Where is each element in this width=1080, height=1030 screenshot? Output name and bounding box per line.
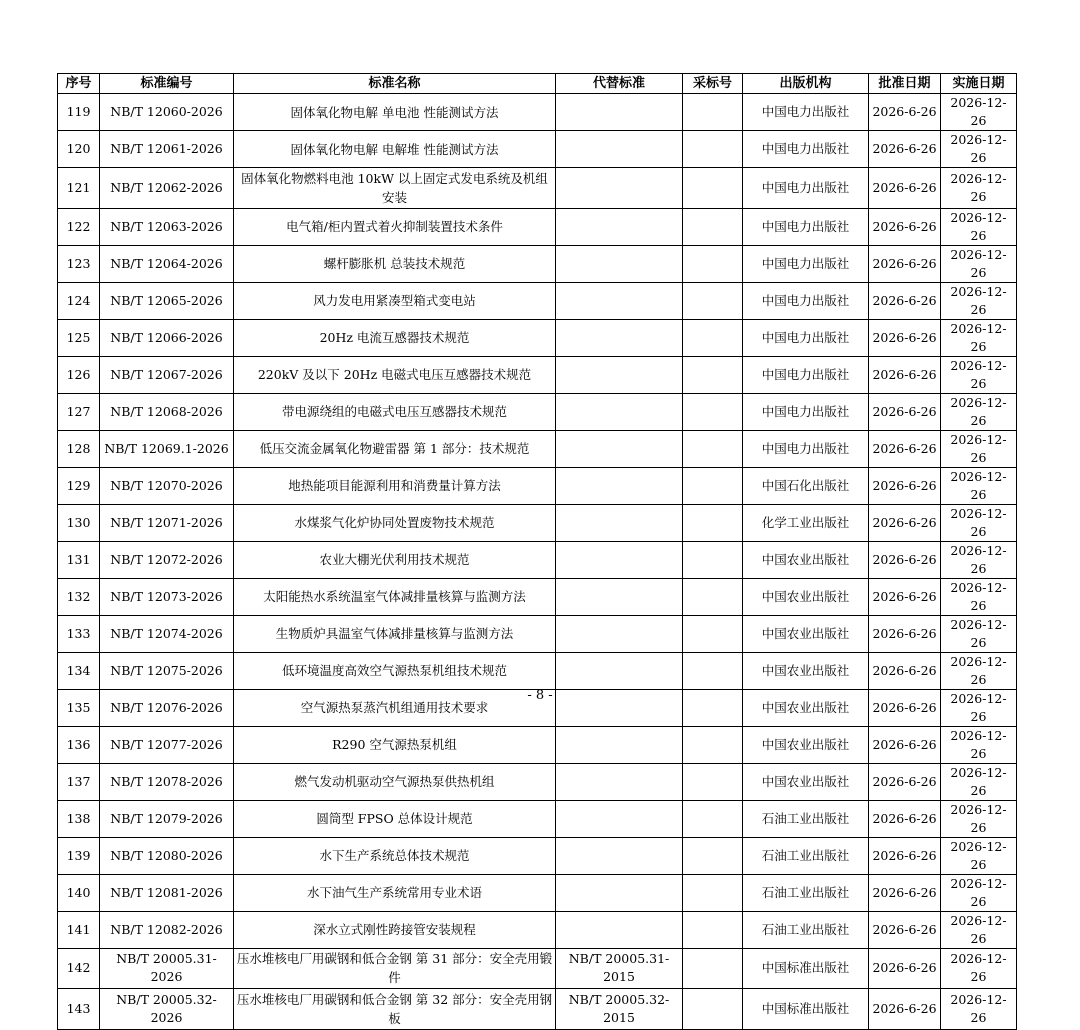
cell-name: 燃气发动机驱动空气源热泵供热机组 (234, 763, 556, 800)
cell-no: 119 (58, 94, 100, 131)
cell-effective: 2026-12-26 (941, 911, 1017, 948)
cell-publisher: 中国农业出版社 (743, 578, 869, 615)
cell-name: 低环境温度高效空气源热泵机组技术规范 (234, 652, 556, 689)
cell-no: 128 (58, 430, 100, 467)
cell-approved: 2026-6-26 (869, 578, 941, 615)
cell-adopted (683, 94, 743, 131)
cell-code: NB/T 12071-2026 (100, 504, 234, 541)
cell-adopted (683, 615, 743, 652)
cell-code: NB/T 12072-2026 (100, 541, 234, 578)
cell-adopted (683, 763, 743, 800)
col-header-name: 标准名称 (234, 74, 556, 94)
cell-code: NB/T 12082-2026 (100, 911, 234, 948)
cell-adopted (683, 356, 743, 393)
table-row (58, 800, 1017, 837)
cell-replaces (556, 245, 683, 282)
table-row (58, 504, 1017, 541)
cell-name: 农业大棚光伏利用技术规范 (234, 541, 556, 578)
cell-name: 电气箱/柜内置式着火抑制装置技术条件 (234, 208, 556, 245)
cell-adopted (683, 837, 743, 874)
cell-publisher: 中国标准出版社 (743, 989, 869, 1030)
cell-publisher: 中国标准出版社 (743, 948, 869, 989)
cell-publisher: 中国电力出版社 (743, 393, 869, 430)
cell-effective: 2026-12-26 (941, 245, 1017, 282)
table-row (58, 430, 1017, 467)
table-row (58, 726, 1017, 763)
cell-effective: 2026-12-26 (941, 837, 1017, 874)
cell-approved: 2026-6-26 (869, 800, 941, 837)
cell-publisher: 石油工业出版社 (743, 837, 869, 874)
table-row (58, 763, 1017, 800)
cell-no: 137 (58, 763, 100, 800)
cell-code: NB/T 20005.31-2026 (100, 948, 234, 989)
cell-approved: 2026-6-26 (869, 874, 941, 911)
cell-replaces (556, 430, 683, 467)
cell-no: 131 (58, 541, 100, 578)
cell-no: 120 (58, 131, 100, 168)
cell-code: NB/T 12069.1-2026 (100, 430, 234, 467)
cell-code: NB/T 12078-2026 (100, 763, 234, 800)
cell-no: 133 (58, 615, 100, 652)
cell-name: 圆筒型 FPSO 总体设计规范 (234, 800, 556, 837)
cell-no: 130 (58, 504, 100, 541)
cell-replaces (556, 541, 683, 578)
cell-effective: 2026-12-26 (941, 208, 1017, 245)
cell-code: NB/T 20005.32-2026 (100, 989, 234, 1030)
cell-approved: 2026-6-26 (869, 467, 941, 504)
cell-name: 固体氧化物电解 电解堆 性能测试方法 (234, 131, 556, 168)
cell-replaces: NB/T 20005.31-2015 (556, 948, 683, 989)
cell-no: 132 (58, 578, 100, 615)
cell-name: 水下生产系统总体技术规范 (234, 837, 556, 874)
cell-publisher: 中国电力出版社 (743, 168, 869, 209)
page-number: - 8 - (527, 688, 553, 703)
cell-publisher: 中国电力出版社 (743, 282, 869, 319)
cell-no: 121 (58, 168, 100, 209)
cell-no: 126 (58, 356, 100, 393)
cell-replaces (556, 168, 683, 209)
cell-code: NB/T 12064-2026 (100, 245, 234, 282)
cell-code: NB/T 12079-2026 (100, 800, 234, 837)
cell-replaces (556, 319, 683, 356)
cell-no: 122 (58, 208, 100, 245)
cell-approved: 2026-6-26 (869, 652, 941, 689)
col-header-adopted: 采标号 (683, 74, 743, 94)
table-row (58, 168, 1017, 209)
cell-adopted (683, 989, 743, 1030)
cell-name: 深水立式刚性跨接管安装规程 (234, 911, 556, 948)
table-row (58, 911, 1017, 948)
cell-no: 129 (58, 467, 100, 504)
col-header-approved: 批准日期 (869, 74, 941, 94)
cell-approved: 2026-6-26 (869, 989, 941, 1030)
cell-no: 142 (58, 948, 100, 989)
cell-replaces (556, 131, 683, 168)
cell-effective: 2026-12-26 (941, 800, 1017, 837)
cell-effective: 2026-12-26 (941, 131, 1017, 168)
cell-code: NB/T 12074-2026 (100, 615, 234, 652)
cell-effective: 2026-12-26 (941, 578, 1017, 615)
cell-name: 空气源热泵蒸汽机组通用技术要求 (234, 689, 556, 726)
cell-publisher: 中国农业出版社 (743, 689, 869, 726)
table-row (58, 989, 1017, 1030)
cell-no: 143 (58, 989, 100, 1030)
cell-publisher: 中国电力出版社 (743, 208, 869, 245)
cell-effective: 2026-12-26 (941, 168, 1017, 209)
cell-no: 134 (58, 652, 100, 689)
cell-effective: 2026-12-26 (941, 615, 1017, 652)
cell-adopted (683, 282, 743, 319)
cell-code: NB/T 12067-2026 (100, 356, 234, 393)
cell-approved: 2026-6-26 (869, 615, 941, 652)
cell-effective: 2026-12-26 (941, 541, 1017, 578)
table-row (58, 208, 1017, 245)
cell-effective: 2026-12-26 (941, 393, 1017, 430)
table-body (58, 94, 1017, 1030)
cell-name: 地热能项目能源利用和消费量计算方法 (234, 467, 556, 504)
cell-code: NB/T 12073-2026 (100, 578, 234, 615)
cell-publisher: 中国农业出版社 (743, 763, 869, 800)
cell-code: NB/T 12068-2026 (100, 393, 234, 430)
cell-adopted (683, 245, 743, 282)
col-header-publisher: 出版机构 (743, 74, 869, 94)
table-row (58, 94, 1017, 131)
cell-replaces (556, 467, 683, 504)
table-row (58, 578, 1017, 615)
cell-no: 140 (58, 874, 100, 911)
cell-no: 123 (58, 245, 100, 282)
cell-no: 135 (58, 689, 100, 726)
cell-approved: 2026-6-26 (869, 837, 941, 874)
cell-approved: 2026-6-26 (869, 689, 941, 726)
cell-publisher: 化学工业出版社 (743, 504, 869, 541)
cell-replaces: NB/T 20005.32-2015 (556, 989, 683, 1030)
cell-effective: 2026-12-26 (941, 319, 1017, 356)
col-header-code: 标准编号 (100, 74, 234, 94)
cell-publisher: 中国农业出版社 (743, 726, 869, 763)
cell-replaces (556, 763, 683, 800)
cell-code: NB/T 12061-2026 (100, 131, 234, 168)
cell-replaces (556, 94, 683, 131)
cell-replaces (556, 208, 683, 245)
cell-approved: 2026-6-26 (869, 131, 941, 168)
cell-adopted (683, 393, 743, 430)
table-row (58, 948, 1017, 989)
table-row (58, 245, 1017, 282)
cell-approved: 2026-6-26 (869, 208, 941, 245)
cell-approved: 2026-6-26 (869, 168, 941, 209)
table-row (58, 652, 1017, 689)
cell-replaces (556, 578, 683, 615)
table-row (58, 874, 1017, 911)
cell-effective: 2026-12-26 (941, 874, 1017, 911)
cell-publisher: 中国电力出版社 (743, 245, 869, 282)
cell-no: 125 (58, 319, 100, 356)
cell-code: NB/T 12063-2026 (100, 208, 234, 245)
cell-effective: 2026-12-26 (941, 652, 1017, 689)
cell-publisher: 中国农业出版社 (743, 615, 869, 652)
cell-replaces (556, 800, 683, 837)
table-row (58, 837, 1017, 874)
cell-replaces (556, 393, 683, 430)
col-header-replaces: 代替标准 (556, 74, 683, 94)
cell-approved: 2026-6-26 (869, 726, 941, 763)
cell-adopted (683, 652, 743, 689)
cell-adopted (683, 726, 743, 763)
cell-approved: 2026-6-26 (869, 245, 941, 282)
cell-replaces (556, 874, 683, 911)
cell-adopted (683, 131, 743, 168)
cell-effective: 2026-12-26 (941, 763, 1017, 800)
cell-name: 水下油气生产系统常用专业术语 (234, 874, 556, 911)
cell-approved: 2026-6-26 (869, 393, 941, 430)
cell-publisher: 中国电力出版社 (743, 94, 869, 131)
cell-effective: 2026-12-26 (941, 282, 1017, 319)
cell-replaces (556, 837, 683, 874)
cell-code: NB/T 12062-2026 (100, 168, 234, 209)
cell-publisher: 中国电力出版社 (743, 430, 869, 467)
cell-effective: 2026-12-26 (941, 430, 1017, 467)
cell-adopted (683, 319, 743, 356)
cell-no: 124 (58, 282, 100, 319)
cell-name: 压水堆核电厂用碳钢和低合金钢 第 32 部分：安全壳用钢板 (234, 989, 556, 1030)
cell-name: R290 空气源热泵机组 (234, 726, 556, 763)
cell-publisher: 石油工业出版社 (743, 800, 869, 837)
cell-publisher: 中国电力出版社 (743, 319, 869, 356)
cell-publisher: 中国电力出版社 (743, 356, 869, 393)
cell-name: 螺杆膨胀机 总装技术规范 (234, 245, 556, 282)
header-row (58, 74, 1017, 94)
cell-approved: 2026-6-26 (869, 430, 941, 467)
cell-publisher: 中国农业出版社 (743, 652, 869, 689)
cell-publisher: 中国石化出版社 (743, 467, 869, 504)
cell-publisher: 石油工业出版社 (743, 911, 869, 948)
cell-replaces (556, 356, 683, 393)
cell-code: NB/T 12070-2026 (100, 467, 234, 504)
cell-no: 141 (58, 911, 100, 948)
cell-adopted (683, 948, 743, 989)
cell-code: NB/T 12066-2026 (100, 319, 234, 356)
cell-effective: 2026-12-26 (941, 94, 1017, 131)
cell-approved: 2026-6-26 (869, 94, 941, 131)
cell-name: 固体氧化物燃料电池 10kW 以上固定式发电系统及机组 安装 (234, 168, 556, 209)
cell-replaces (556, 282, 683, 319)
table-row (58, 393, 1017, 430)
table-row (58, 541, 1017, 578)
table-row (58, 615, 1017, 652)
cell-no: 127 (58, 393, 100, 430)
cell-publisher: 中国电力出版社 (743, 131, 869, 168)
cell-code: NB/T 12075-2026 (100, 652, 234, 689)
table-row (58, 319, 1017, 356)
cell-effective: 2026-12-26 (941, 356, 1017, 393)
cell-name: 水煤浆气化炉协同处置废物技术规范 (234, 504, 556, 541)
cell-code: NB/T 12080-2026 (100, 837, 234, 874)
cell-approved: 2026-6-26 (869, 763, 941, 800)
cell-name: 20Hz 电流互感器技术规范 (234, 319, 556, 356)
cell-approved: 2026-6-26 (869, 356, 941, 393)
cell-name: 太阳能热水系统温室气体减排量核算与监测方法 (234, 578, 556, 615)
cell-approved: 2026-6-26 (869, 504, 941, 541)
cell-no: 138 (58, 800, 100, 837)
cell-approved: 2026-6-26 (869, 282, 941, 319)
cell-adopted (683, 911, 743, 948)
cell-adopted (683, 168, 743, 209)
cell-adopted (683, 208, 743, 245)
cell-replaces (556, 911, 683, 948)
cell-effective: 2026-12-26 (941, 948, 1017, 989)
cell-replaces (556, 652, 683, 689)
cell-approved: 2026-6-26 (869, 541, 941, 578)
table-row (58, 282, 1017, 319)
cell-code: NB/T 12076-2026 (100, 689, 234, 726)
cell-adopted (683, 874, 743, 911)
cell-name: 风力发电用紧凑型箱式变电站 (234, 282, 556, 319)
table-row (58, 356, 1017, 393)
cell-adopted (683, 800, 743, 837)
cell-approved: 2026-6-26 (869, 948, 941, 989)
cell-code: NB/T 12065-2026 (100, 282, 234, 319)
cell-effective: 2026-12-26 (941, 689, 1017, 726)
cell-no: 139 (58, 837, 100, 874)
col-header-no: 序号 (58, 74, 100, 94)
cell-name: 带电源绕组的电磁式电压互感器技术规范 (234, 393, 556, 430)
table-row (58, 467, 1017, 504)
cell-adopted (683, 578, 743, 615)
cell-adopted (683, 430, 743, 467)
cell-effective: 2026-12-26 (941, 726, 1017, 763)
col-header-effective: 实施日期 (941, 74, 1017, 94)
cell-effective: 2026-12-26 (941, 467, 1017, 504)
cell-approved: 2026-6-26 (869, 911, 941, 948)
cell-name: 压水堆核电厂用碳钢和低合金钢 第 31 部分：安全壳用锻件 (234, 948, 556, 989)
cell-effective: 2026-12-26 (941, 989, 1017, 1030)
cell-replaces (556, 726, 683, 763)
table-row (58, 131, 1017, 168)
cell-name: 生物质炉具温室气体减排量核算与监测方法 (234, 615, 556, 652)
cell-no: 136 (58, 726, 100, 763)
cell-code: NB/T 12060-2026 (100, 94, 234, 131)
cell-code: NB/T 12081-2026 (100, 874, 234, 911)
cell-name: 220kV 及以下 20Hz 电磁式电压互感器技术规范 (234, 356, 556, 393)
cell-replaces (556, 615, 683, 652)
cell-adopted (683, 541, 743, 578)
cell-code: NB/T 12077-2026 (100, 726, 234, 763)
cell-effective: 2026-12-26 (941, 504, 1017, 541)
cell-adopted (683, 504, 743, 541)
cell-publisher: 中国农业出版社 (743, 541, 869, 578)
cell-replaces (556, 504, 683, 541)
cell-approved: 2026-6-26 (869, 319, 941, 356)
cell-name: 低压交流金属氧化物避雷器 第 1 部分：技术规范 (234, 430, 556, 467)
cell-adopted (683, 467, 743, 504)
standards-table (57, 73, 1017, 1030)
cell-publisher: 石油工业出版社 (743, 874, 869, 911)
cell-name: 固体氧化物电解 单电池 性能测试方法 (234, 94, 556, 131)
